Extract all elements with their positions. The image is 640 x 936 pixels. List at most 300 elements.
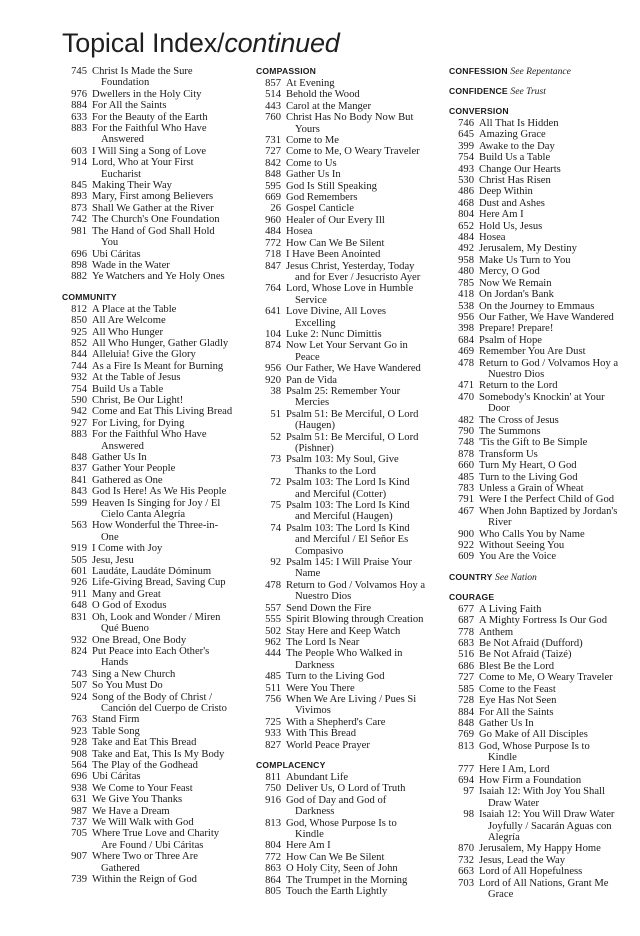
hymn-title-line: Shall We Gather at the River: [92, 202, 214, 214]
hymn-title-line: 'Tis the Gift to Be Simple: [479, 437, 588, 449]
index-entry: [256, 181, 443, 192]
index-entry: [62, 338, 247, 349]
index-entry: [449, 661, 635, 672]
index-entry: [256, 203, 443, 214]
hymn-title: [474, 164, 635, 175]
hymn-title: [474, 615, 635, 626]
hymn-title-continuation: Cielo Canta Alegría: [101, 509, 186, 521]
hymn-title-line: O Holy City, Seen of John: [286, 863, 398, 875]
hymn-title: [87, 771, 247, 782]
hymn-title: [281, 852, 443, 863]
hymn-title: [87, 749, 247, 760]
hymn-title: [87, 851, 247, 874]
hymn-title: [87, 543, 247, 554]
index-entry: [449, 627, 635, 638]
hymn-title-continuation: Gathered: [101, 862, 140, 874]
hymn-title: [281, 557, 443, 580]
hymn-title: [87, 555, 247, 566]
hymn-title-line: Hosea: [286, 226, 313, 238]
index-entry: [256, 500, 443, 523]
index-entry: [449, 809, 635, 843]
index-entry: [449, 764, 635, 775]
index-entry: [62, 692, 247, 715]
hymn-title: [281, 648, 443, 671]
index-entry: [256, 603, 443, 614]
hymn-number: 485: [265, 671, 281, 683]
hymn-number: 842: [265, 157, 281, 169]
index-entry: [449, 483, 635, 494]
hymn-title-line: I Will Sing a Song of Love: [92, 145, 207, 157]
hymn-number: 727: [458, 672, 474, 684]
index-entry: [256, 409, 443, 432]
index-entry: [256, 852, 443, 863]
hymn-title-line: Psalm 25: Remember Your: [286, 385, 401, 397]
section-heading: [449, 86, 635, 97]
hymn-title: [281, 158, 443, 169]
hymn-title-continuation: and Merciful / El Señor Es: [295, 534, 409, 546]
section-heading: [449, 592, 635, 603]
hymn-title-continuation: and for Ever / Jesucristo Ayer: [295, 271, 421, 283]
hymn-title-continuation: Qué Bueno: [101, 623, 149, 635]
section-heading-text: COMPLACENCY: [256, 759, 326, 770]
hymn-title: [87, 89, 247, 100]
index-entry: [449, 175, 635, 186]
hymn-title-line: Be Not Afraid (Taizé): [479, 649, 572, 661]
hymn-title: [474, 649, 635, 660]
section-heading-text: COMMUNITY: [62, 291, 117, 302]
index-entry: [62, 349, 247, 360]
hymn-title: [87, 612, 247, 635]
index-entry: [62, 327, 247, 338]
hymn-title-line: The Trumpet in the Morning: [286, 874, 408, 886]
hymn-title-line: So You Must Do: [92, 680, 163, 692]
index-entry: [256, 329, 443, 340]
hymn-number: 609: [458, 551, 474, 563]
hymn-title: [281, 226, 443, 237]
hymn-title: [281, 840, 443, 851]
hymn-title: [474, 472, 635, 483]
hymn-title-line: The Lord Is Near: [286, 636, 360, 648]
hymn-title: [87, 349, 247, 360]
hymn-title: [281, 238, 443, 249]
hymn-title: [87, 794, 247, 805]
hymn-title: [87, 828, 247, 851]
index-entry: [256, 112, 443, 135]
index-entry: [62, 600, 247, 611]
hymn-title-line: Build Us a Table: [92, 383, 164, 395]
hymn-title-line: When We Are Living / Pues Si: [286, 693, 417, 705]
index-entry: [62, 418, 247, 429]
hymn-number: 703: [458, 877, 474, 889]
page-title-main: Topical Index/: [62, 28, 225, 58]
hymn-title-line: A Mighty Fortress Is Our God: [479, 615, 608, 627]
hymn-title-line: We Give You Thanks: [92, 794, 183, 806]
hymn-number: 754: [458, 152, 474, 164]
hymn-number: 746: [458, 118, 474, 129]
hymn-title: [281, 215, 443, 226]
hymn-number: 928: [71, 737, 87, 749]
hymn-title-line: Awake to the Day: [479, 140, 555, 152]
hymn-title: [87, 191, 247, 202]
hymn-title: [87, 463, 247, 474]
index-entry: [62, 737, 247, 748]
hymn-title: [87, 327, 247, 338]
hymn-number: 480: [458, 266, 474, 278]
hymn-title-continuation: One: [101, 531, 119, 543]
hymn-title-line: Transform Us: [479, 448, 538, 460]
hymn-title-line: Lord of All Hopefulness: [479, 866, 583, 878]
index-entry: [449, 672, 635, 683]
hymn-title: [281, 432, 443, 455]
hymn-title: [87, 874, 247, 885]
hymn-title-line: You Are the Voice: [479, 551, 557, 563]
hymn-number: 831: [71, 611, 87, 623]
index-entry: [256, 146, 443, 157]
hymn-number: 418: [458, 289, 474, 301]
hymn-title-line: Mary, First among Believers: [92, 191, 214, 203]
hymn-title-continuation: Eucharist: [101, 168, 142, 180]
index-entry: [256, 626, 443, 637]
index-entry: [449, 707, 635, 718]
hymn-title: [281, 694, 443, 717]
hymn-title-line: Psalm 51: Be Merciful, O Lord: [286, 408, 419, 420]
hymn-number: 669: [265, 192, 281, 204]
hymn-title: [281, 454, 443, 477]
index-entry: [256, 78, 443, 89]
hymn-number: 75: [270, 500, 281, 512]
hymn-title: [87, 123, 247, 146]
hymn-title: [87, 669, 247, 680]
hymn-title-line: Now We Remain: [479, 277, 552, 289]
hymn-number: 926: [71, 577, 87, 589]
hymn-title-line: Jesu, Jesu: [92, 554, 134, 566]
index-entry: [256, 783, 443, 794]
hymn-number: 754: [71, 383, 87, 395]
hymn-number: 486: [458, 186, 474, 198]
hymn-number: 484: [265, 226, 281, 238]
index-entry: [62, 520, 247, 543]
hymn-title: [87, 214, 247, 225]
hymn-number: 863: [265, 863, 281, 875]
hymn-title: [87, 361, 247, 372]
hymn-number: 444: [265, 648, 281, 660]
hymn-number: 468: [458, 197, 474, 209]
index-entry: [449, 141, 635, 152]
index-entry: [256, 717, 443, 728]
index-entry: [449, 152, 635, 163]
hymn-title-line: Blest Be the Lord: [479, 660, 555, 672]
hymn-number: 764: [265, 283, 281, 295]
hymn-title-continuation: Name: [295, 568, 321, 580]
hymn-title-line: Psalm 103: The Lord Is Kind: [286, 500, 410, 512]
hymn-number: 563: [71, 520, 87, 532]
hymn-number: 705: [71, 828, 87, 840]
hymn-title-line: For All the Saints: [92, 100, 167, 112]
index-entry: [449, 426, 635, 437]
section-heading: [256, 760, 443, 771]
hymn-title-line: Prepare! Prepare!: [479, 323, 554, 335]
hymn-title: [281, 169, 443, 180]
hymn-title: [281, 671, 443, 682]
index-entry: [256, 694, 443, 717]
hymn-number: 883: [71, 123, 87, 135]
hymn-title: [474, 855, 635, 866]
hymn-number: 485: [458, 471, 474, 483]
hymn-number: 631: [71, 794, 87, 806]
index-entry: [62, 214, 247, 225]
index-entry: [62, 749, 247, 760]
hymn-title-line: For the Faithful Who Have: [92, 429, 207, 441]
hymn-number: 785: [458, 277, 474, 289]
hymn-title-line: Ye Watchers and Ye Holy Ones: [92, 271, 225, 283]
index-entry: [449, 786, 635, 809]
hymn-title-line: God of Day and God of: [286, 794, 387, 806]
hymn-title-line: Gather Us In: [479, 717, 534, 729]
hymn-title-line: Many and Great: [92, 588, 161, 600]
index-entry: [256, 477, 443, 500]
hymn-number: 399: [458, 140, 474, 152]
hymn-title-line: Behold the Wood: [286, 89, 360, 101]
index-entry: [449, 221, 635, 232]
hymn-title: [281, 146, 443, 157]
hymn-number: 864: [265, 874, 281, 886]
index-entry: [256, 215, 443, 226]
hymn-title-continuation: and Merciful (Cotter): [295, 488, 387, 500]
hymn-title-line: Take and Eat, This Is My Body: [92, 748, 225, 760]
hymn-title: [87, 760, 247, 771]
hymn-number: 884: [458, 706, 474, 718]
hymn-title: [474, 661, 635, 672]
index-entry: [256, 261, 443, 284]
hymn-title: [281, 89, 443, 100]
hymn-title-line: We Come to Your Feast: [92, 782, 193, 794]
hymn-title: [87, 203, 247, 214]
hymn-number: 732: [458, 854, 474, 866]
hymn-number: 727: [265, 146, 281, 158]
index-entry: [62, 806, 247, 817]
hymn-title-line: Where True Love and Charity: [92, 828, 220, 840]
hymn-number: 443: [265, 100, 281, 112]
hymn-title: [87, 418, 247, 429]
hymn-title-line: All Are Welcome: [92, 315, 166, 327]
hymn-title: [87, 338, 247, 349]
hymn-title: [87, 157, 247, 180]
hymn-number: 398: [458, 323, 474, 335]
hymn-title-line: Take and Eat This Bread: [92, 737, 197, 749]
index-entry: [256, 818, 443, 841]
hymn-title: [87, 635, 247, 646]
hymn-title: [281, 626, 443, 637]
index-entry: [62, 794, 247, 805]
hymn-number: 852: [71, 337, 87, 349]
index-entry: [62, 771, 247, 782]
hymn-title: [87, 271, 247, 282]
hymn-title-line: Gospel Canticle: [286, 203, 354, 215]
hymn-number: 603: [71, 145, 87, 157]
hymn-title: [474, 346, 635, 357]
hymn-number: 482: [458, 414, 474, 426]
hymn-number: 827: [265, 739, 281, 751]
hymn-title: [474, 266, 635, 277]
hymn-title: [474, 460, 635, 471]
hymn-title-continuation: Thanks to the Lord: [295, 465, 376, 477]
index-section: [256, 760, 443, 897]
hymn-title-line: Gather Your People: [92, 463, 176, 475]
index-entry: [256, 158, 443, 169]
hymn-title-line: Dust and Ashes: [479, 197, 545, 209]
hymn-title: [87, 817, 247, 828]
hymn-title-line: Jesus, Lead the Way: [479, 854, 566, 866]
hymn-title-line: Lord, Who at Your First: [92, 157, 194, 169]
hymn-number: 783: [458, 483, 474, 494]
hymn-title: [281, 580, 443, 603]
hymn-number: 38: [270, 385, 281, 397]
hymn-title: [474, 301, 635, 312]
hymn-title-line: Sing a New Church: [92, 668, 176, 680]
hymn-number: 811: [265, 771, 281, 783]
hymn-title-line: We Have a Dream: [92, 805, 170, 817]
hymn-title-continuation: Answered: [101, 134, 144, 146]
index-entry: [449, 186, 635, 197]
index-section: [449, 572, 635, 583]
hymn-title-line: Jesus Christ, Yesterday, Today: [286, 260, 415, 272]
hymn-number: 92: [270, 557, 281, 569]
hymn-title: [281, 386, 443, 409]
index-entry: [62, 372, 247, 383]
hymn-title-line: With This Bread: [286, 728, 356, 740]
hymn-title-line: Lord, Whose Love in Humble: [286, 283, 414, 295]
index-entry: [62, 361, 247, 372]
index-entry: [449, 866, 635, 877]
hymn-number: 502: [265, 625, 281, 637]
hymn-number: 555: [265, 614, 281, 626]
hymn-title: [281, 135, 443, 146]
hymn-title: [474, 232, 635, 243]
hymn-title-continuation: Canción del Cuerpo de Cristo: [101, 702, 227, 714]
hymn-title-line: Dwellers in the Holy City: [92, 88, 202, 100]
hymn-title-line: Deliver Us, O Lord of Truth: [286, 783, 406, 795]
hymn-number: 873: [71, 202, 87, 214]
hymn-title-line: How Wonderful the Three-in-: [92, 520, 219, 532]
index-entry: [449, 380, 635, 391]
hymn-title: [87, 260, 247, 271]
hymn-number: 470: [458, 391, 474, 403]
hymn-title-line: Here Am I: [286, 840, 331, 852]
index-entry: [62, 486, 247, 497]
hymn-title: [474, 312, 635, 323]
hymn-number: 641: [265, 306, 281, 318]
index-entry: [449, 551, 635, 562]
hymn-number: 756: [265, 693, 281, 705]
hymn-number: 857: [265, 78, 281, 89]
hymn-number: 694: [458, 774, 474, 786]
hymn-title-line: Without Seeing You: [479, 540, 565, 552]
hymn-title-line: On the Journey to Emmaus: [479, 300, 595, 312]
index-entry: [62, 100, 247, 111]
hymn-title-line: Lord of All Nations, Grant Me: [479, 877, 609, 889]
index-entry: [256, 671, 443, 682]
hymn-title-line: Return to God / Volvamos Hoy a: [286, 579, 426, 591]
hymn-number: 51: [270, 408, 281, 420]
hymn-title: [281, 683, 443, 694]
hymn-title: [474, 695, 635, 706]
index-entry: [256, 523, 443, 557]
hymn-number: 687: [458, 615, 474, 627]
hymn-number: 739: [71, 874, 87, 886]
hymn-title: [474, 243, 635, 254]
index-entry: [449, 289, 635, 300]
index-entry: [62, 612, 247, 635]
index-entry: [256, 637, 443, 648]
hymn-title-line: Be Not Afraid (Dufford): [479, 638, 583, 650]
hymn-title: [87, 66, 247, 89]
hymn-number: 956: [458, 311, 474, 323]
hymn-title-line: For the Beauty of the Earth: [92, 111, 208, 123]
hymn-title: [474, 483, 635, 494]
index-entry: [62, 191, 247, 202]
hymn-title-continuation: Peace: [295, 351, 320, 363]
hymn-title: [474, 186, 635, 197]
index-entry: [62, 760, 247, 771]
index-entry: [256, 306, 443, 329]
hymn-number: 52: [270, 431, 281, 443]
hymn-title-line: We Will Walk with God: [92, 817, 194, 828]
hymn-number: 920: [265, 374, 281, 386]
index-section: [449, 66, 635, 77]
section-heading: [449, 572, 635, 583]
index-column-1: [62, 66, 247, 894]
hymn-number: 538: [458, 300, 474, 312]
index-entry: [62, 271, 247, 282]
index-entry: [62, 851, 247, 874]
hymn-number: 870: [458, 843, 474, 855]
hymn-title: [474, 380, 635, 391]
hymn-title-line: All Who Hunger: [92, 326, 164, 338]
hymn-title: [87, 486, 247, 497]
hymn-title: [474, 221, 635, 232]
hymn-title-line: Carol at the Manger: [286, 100, 372, 112]
hymn-title-continuation: Vivimos: [295, 705, 331, 717]
index-entry: [256, 386, 443, 409]
hymn-number: 73: [270, 454, 281, 466]
index-entry: [62, 226, 247, 249]
see-reference: See Repentance: [510, 66, 571, 77]
hymn-title-line: Go Make of All Disciples: [479, 729, 588, 741]
hymn-title: [281, 192, 443, 203]
hymn-number: 478: [458, 357, 474, 369]
index-entry: [449, 494, 635, 505]
hymn-title-line: Our Father, We Have Wandered: [286, 363, 421, 375]
hymn-title: [474, 175, 635, 186]
index-entry: [449, 472, 635, 483]
page-title: [62, 28, 340, 59]
hymn-title-line: Psalm 103: The Lord Is Kind: [286, 522, 410, 534]
index-entry: [62, 817, 247, 828]
hymn-number: 467: [458, 505, 474, 517]
hymn-number: 813: [265, 817, 281, 829]
hymn-title-line: Somebody's Knockin' at Your: [479, 391, 605, 403]
hymn-title-line: God Is Still Speaking: [286, 180, 377, 192]
index-entry: [256, 740, 443, 751]
hymn-title: [474, 358, 635, 381]
hymn-number: 564: [71, 759, 87, 771]
hymn-title: [87, 577, 247, 588]
hymn-number: 26: [270, 203, 281, 215]
hymn-title-line: Come and Eat This Living Bread: [92, 406, 233, 418]
index-entry: [62, 249, 247, 260]
hymn-title-line: Jerusalem, My Happy Home: [479, 843, 601, 855]
hymn-number: 976: [71, 88, 87, 100]
